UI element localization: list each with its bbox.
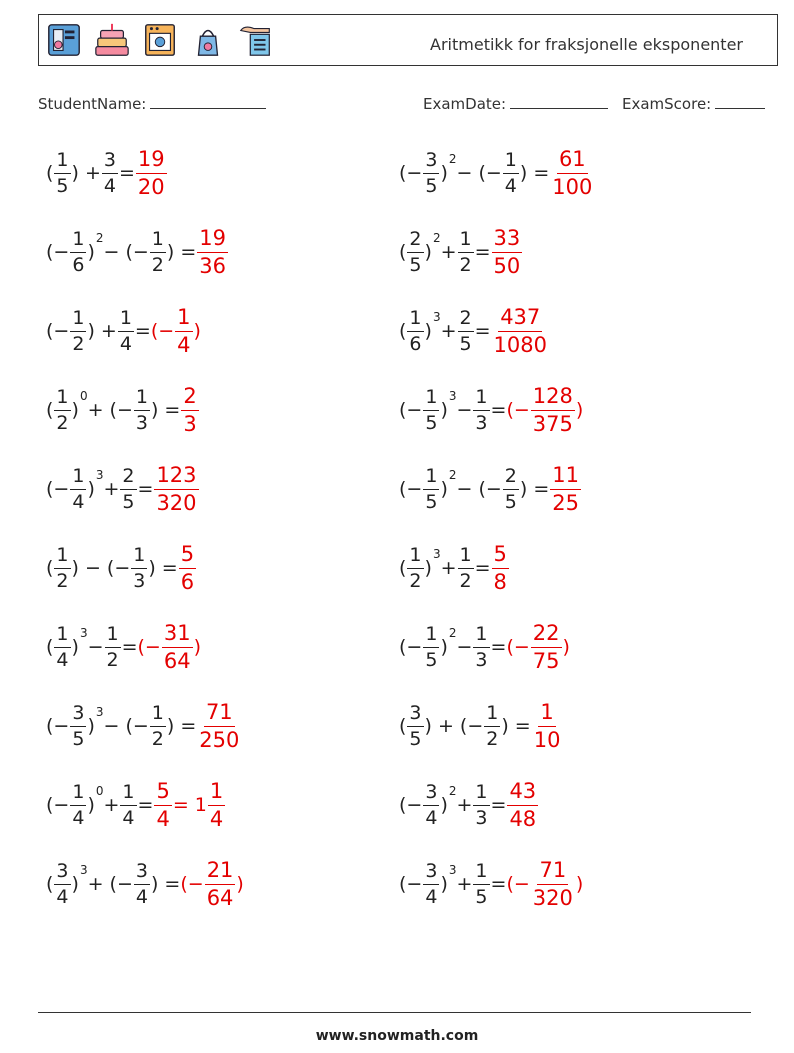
fraction: $\frac{43}{48}$ [509, 778, 537, 831]
fraction: $\frac{1}{6}$ [72, 227, 85, 276]
fraction: $\frac{1}{5}$ [425, 464, 438, 513]
fraction: $\frac{3}{5}$ [425, 148, 438, 197]
exponent: 3 [95, 705, 104, 719]
problem-expression: (− $\frac{1}{4}$ ) 3 + $\frac{2}{5}$ = [46, 464, 154, 513]
fraction: $\frac{128}{375}$ [532, 383, 573, 436]
fraction: $\frac{1}{2}$ [56, 385, 69, 434]
exponent: 3 [95, 468, 104, 482]
fraction: $\frac{1}{2}$ [72, 306, 85, 355]
problem-answer [531, 699, 564, 752]
problem-answer [180, 383, 199, 436]
footer-divider [38, 1012, 751, 1013]
fraction: $\frac{1}{5}$ [475, 859, 488, 908]
problem-item [46, 773, 226, 837]
exponent: 2 [448, 626, 457, 640]
exponent: 3 [432, 547, 441, 561]
problem-item [46, 220, 229, 284]
fraction: $\frac{71}{250}$ [199, 699, 240, 752]
problem-answer: (− $\frac{71}{320}$ ) [506, 857, 584, 910]
fraction: $\frac{2}{5}$ [504, 464, 517, 513]
problem-answer: (− $\frac{128}{375}$ ) [506, 383, 584, 436]
fraction: $\frac{1}{4}$ [177, 304, 191, 357]
exponent: 3 [79, 626, 88, 640]
exponent: 3 [448, 863, 457, 877]
fraction: $\frac{31}{64}$ [163, 620, 191, 673]
fraction: $\frac{3}{4}$ [425, 780, 438, 829]
problem-answer [196, 225, 229, 278]
fraction: $\frac{2}{5}$ [122, 464, 135, 513]
fraction: $\frac{1}{4}$ [72, 780, 85, 829]
worksheet-header [38, 14, 778, 66]
problem-item [399, 457, 582, 521]
icon-strip [45, 21, 275, 61]
fraction: $\frac{33}{50}$ [493, 225, 521, 278]
fraction: $\frac{19}{36}$ [199, 225, 226, 278]
problem-expression: (− $\frac{3}{4}$ ) 3 + $\frac{1}{5}$ = [399, 859, 507, 908]
student-name-field[interactable] [38, 94, 266, 113]
problem-answer [549, 146, 595, 199]
problem-answer [178, 541, 197, 594]
problem-item [399, 299, 550, 363]
oven-icon [141, 21, 179, 59]
fraction: $\frac{2}{3}$ [183, 383, 197, 436]
problem-item [399, 615, 570, 679]
problem-answer: (− $\frac{22}{75}$ ) [506, 620, 570, 673]
fraction: $\frac{1}{3}$ [135, 385, 148, 434]
problem-expression: ( $\frac{1}{6}$ ) 3 + $\frac{2}{5}$ = [399, 306, 491, 355]
fraction: $\frac{71}{320}$ [532, 857, 573, 910]
fraction: $\frac{1}{2}$ [151, 701, 164, 750]
problem-item [399, 141, 595, 205]
problem-answer [491, 304, 550, 357]
fraction: $\frac{1}{2}$ [151, 227, 164, 276]
problem-expression: (− $\frac{1}{2}$ ) + $\frac{1}{4}$ = [46, 306, 151, 355]
exam-score-field[interactable] [622, 94, 765, 113]
kettle-icon [189, 21, 227, 59]
fraction: $\frac{1}{2}$ [409, 543, 422, 592]
problem-answer [491, 541, 510, 594]
fraction: $\frac{2}{5}$ [459, 306, 472, 355]
fraction: $\frac{3}{4}$ [425, 859, 438, 908]
exponent: 0 [79, 389, 88, 403]
fraction: $\frac{1}{2}$ [486, 701, 499, 750]
fraction: $\frac{61}{100}$ [552, 146, 593, 199]
problem-answer: (− $\frac{1}{4}$ ) [150, 304, 201, 357]
problem-expression: ( $\frac{1}{2}$ ) 0 + (− $\frac{1}{3}$ ) = [46, 385, 181, 434]
exponent: 3 [432, 310, 441, 324]
problem-expression: ( $\frac{3}{5}$ ) + (− $\frac{1}{2}$ ) = [399, 701, 531, 750]
blender-icon [45, 21, 83, 59]
cake-icon [93, 21, 131, 59]
problem-answer [491, 225, 524, 278]
exponent: 3 [79, 863, 88, 877]
fraction: $\frac{1}{4}$ [209, 778, 224, 831]
fraction: $\frac{1}{4}$ [119, 306, 132, 355]
fraction: $\frac{1}{2}$ [459, 227, 472, 276]
problem-expression: ( $\frac{1}{4}$ ) 3 − $\frac{1}{2}$ = [46, 622, 138, 671]
problem-item [46, 299, 201, 363]
fraction: $\frac{3}{5}$ [409, 701, 422, 750]
problem-item [46, 141, 168, 205]
fraction: $\frac{1}{4}$ [56, 622, 69, 671]
problem-item [399, 536, 510, 600]
footer-url: www.snowmath.com [315, 1028, 479, 1044]
problem-item [46, 536, 197, 600]
fraction: $\frac{1}{5}$ [425, 622, 438, 671]
problem-item [399, 694, 563, 758]
fraction: $\frac{1}{3}$ [133, 543, 146, 592]
fraction: $\frac{1}{4}$ [122, 780, 135, 829]
fraction: $\frac{1}{5}$ [425, 385, 438, 434]
problem-expression: (− $\frac{1}{5}$ ) 2 − (− $\frac{2}{5}$ ) = [399, 464, 550, 513]
fraction: $\frac{21}{64}$ [206, 857, 234, 910]
fraction: $\frac{437}{1080}$ [493, 304, 547, 357]
problem-item [46, 615, 201, 679]
fraction: $\frac{1}{3}$ [475, 780, 488, 829]
problem-answer [506, 778, 539, 831]
fraction: $\frac{1}{3}$ [475, 385, 488, 434]
problem-item [399, 378, 583, 442]
problem-answer [153, 462, 199, 515]
problem-item [46, 852, 244, 916]
fraction: $\frac{19}{20}$ [137, 146, 165, 199]
clipboard-icon [237, 21, 275, 59]
exponent: 2 [432, 231, 441, 245]
exponent: 0 [95, 784, 104, 798]
fraction: $\frac{1}{6}$ [409, 306, 422, 355]
problem-item [399, 852, 583, 916]
problem-expression: (− $\frac{3}{5}$ ) 2 − (− $\frac{1}{4}$ ) = [399, 148, 550, 197]
fraction: $\frac{2}{5}$ [409, 227, 422, 276]
problem-answer [196, 699, 242, 752]
exponent: 2 [448, 784, 457, 798]
student-name-line [150, 94, 266, 109]
fraction: $\frac{1}{4}$ [504, 148, 517, 197]
problem-expression: (− $\frac{1}{5}$ ) 3 − $\frac{1}{3}$ = [399, 385, 507, 434]
problem-expression: (− $\frac{1}{5}$ ) 2 − $\frac{1}{3}$ = [399, 622, 507, 671]
exam-date-label: ExamDate: [423, 95, 507, 113]
exponent: 2 [95, 231, 104, 245]
problem-answer: $\frac{5}{4}$ = 1 $\frac{1}{4}$ [156, 778, 224, 831]
exam-score-line [715, 94, 765, 109]
worksheet-title: Aritmetikk for fraksjonelle eksponenter [430, 35, 743, 54]
fraction: $\frac{1}{2}$ [56, 543, 69, 592]
exponent: 2 [448, 152, 457, 166]
problem-item [46, 694, 242, 758]
problem-expression: (− $\frac{1}{6}$ ) 2 − (− $\frac{1}{2}$ ) = [46, 227, 197, 276]
fraction: $\frac{1}{2}$ [459, 543, 472, 592]
problem-item [399, 773, 539, 837]
fraction: $\frac{11}{25}$ [552, 462, 579, 515]
problem-answer: (− $\frac{31}{64}$ ) [137, 620, 202, 673]
exponent: 3 [448, 389, 457, 403]
fraction: $\frac{3}{4}$ [56, 859, 69, 908]
problem-answer [549, 462, 582, 515]
fraction: $\frac{3}{4}$ [135, 859, 148, 908]
fraction: $\frac{1}{2}$ [106, 622, 119, 671]
fraction: $\frac{1}{5}$ [56, 148, 69, 197]
fraction: $\frac{5}{8}$ [493, 541, 507, 594]
problem-expression: ( $\frac{2}{5}$ ) 2 + $\frac{1}{2}$ = [399, 227, 491, 276]
problem-expression: ( $\frac{1}{2}$ ) − (− $\frac{1}{3}$ ) = [46, 543, 178, 592]
fraction: $\frac{22}{75}$ [532, 620, 560, 673]
problem-expression: ( $\frac{1}{2}$ ) 3 + $\frac{1}{2}$ = [399, 543, 491, 592]
problem-expression: (− $\frac{3}{4}$ ) 2 + $\frac{1}{3}$ = [399, 780, 507, 829]
problem-item [46, 378, 200, 442]
fraction: $\frac{1}{3}$ [475, 622, 488, 671]
problem-expression: (− $\frac{3}{5}$ ) 3 − (− $\frac{1}{2}$ ) = [46, 701, 197, 750]
fraction: $\frac{3}{4}$ [103, 148, 116, 197]
exponent: 2 [448, 468, 457, 482]
fraction: $\frac{5}{6}$ [180, 541, 195, 594]
exam-date-line [510, 94, 608, 109]
fraction: $\frac{1}{4}$ [72, 464, 85, 513]
fraction: $\frac{5}{4}$ [156, 778, 170, 831]
problem-item [46, 457, 200, 521]
exam-date-field[interactable] [423, 94, 608, 113]
problem-expression: ( $\frac{3}{4}$ ) 3 + (− $\frac{3}{4}$ ) = [46, 859, 181, 908]
problem-item [399, 220, 523, 284]
fraction: $\frac{3}{5}$ [72, 701, 85, 750]
problem-expression: (− $\frac{1}{4}$ ) 0 + $\frac{1}{4}$ = [46, 780, 154, 829]
exam-score-label: ExamScore: [622, 95, 712, 113]
problem-answer: (− $\frac{21}{64}$ ) [180, 857, 244, 910]
student-name-label: StudentName: [38, 95, 147, 113]
fraction: $\frac{123}{320}$ [156, 462, 197, 515]
problem-answer [135, 146, 168, 199]
problem-expression: ( $\frac{1}{5}$ ) + $\frac{3}{4}$ = [46, 148, 135, 197]
fraction: $\frac{1}{10}$ [533, 699, 561, 752]
